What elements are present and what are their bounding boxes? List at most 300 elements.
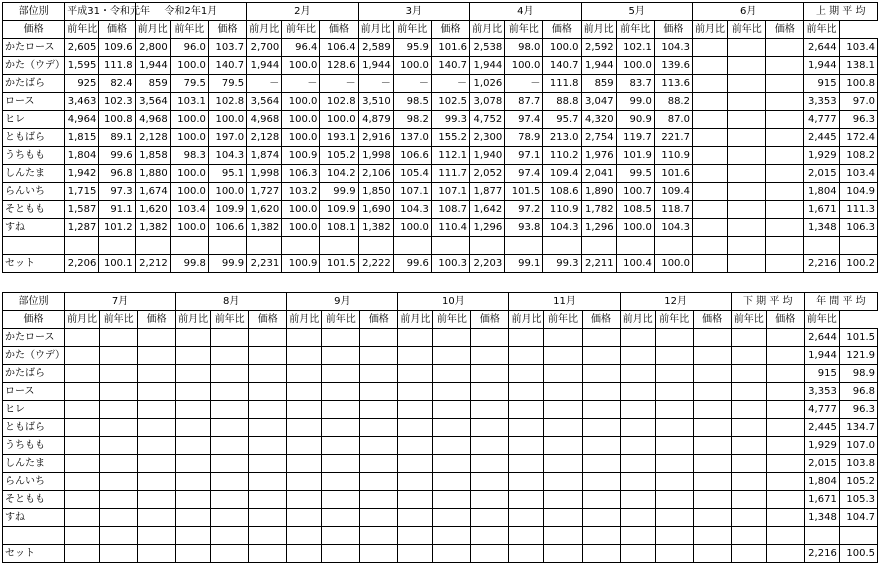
- table-cell: 99.1: [505, 255, 543, 273]
- table-cell: 100.4: [616, 255, 654, 273]
- table-cell: [582, 509, 620, 527]
- table-cell: [138, 545, 176, 563]
- empty-cell: [616, 237, 654, 255]
- table-cell: [582, 545, 620, 563]
- table-cell: 102.1: [616, 39, 654, 57]
- table-cell: 3,353: [804, 93, 839, 111]
- table-cell: [433, 455, 471, 473]
- table-cell: 109.4: [543, 165, 581, 183]
- table-cell: 1,642: [470, 201, 505, 219]
- table-cell: [249, 455, 287, 473]
- table-cell: [287, 365, 322, 383]
- column-label: 前月比: [470, 21, 505, 39]
- column-label: 前年比: [804, 311, 839, 329]
- column-label: 前年比: [393, 21, 431, 39]
- table-cell: [693, 491, 731, 509]
- table-cell: 100.0: [393, 219, 431, 237]
- table-cell: 109.4: [654, 183, 692, 201]
- table-cell: [287, 347, 322, 365]
- column-label: 前月比: [620, 311, 655, 329]
- table-cell: 99.9: [320, 183, 358, 201]
- table-cell: 100.0: [170, 183, 208, 201]
- table-cell: [731, 437, 766, 455]
- half-average-header: 下 期 平 均: [731, 293, 804, 311]
- column-label: 前年比: [100, 311, 138, 329]
- empty-cell: [433, 527, 471, 545]
- table-cell: 3,078: [470, 93, 505, 111]
- table-cell: 99.5: [616, 165, 654, 183]
- table-cell: [211, 401, 249, 419]
- table-cell: 100.0: [282, 201, 320, 219]
- table-row: [3, 383, 878, 401]
- table-cell: 100.0: [208, 111, 246, 129]
- table-cell: 90.9: [616, 111, 654, 129]
- table-cell: [398, 347, 433, 365]
- table-cell: [249, 419, 287, 437]
- table-cell: 1,815: [65, 129, 99, 147]
- table-cell: 4,879: [358, 111, 393, 129]
- table-cell: [322, 347, 360, 365]
- table-cell: [509, 491, 544, 509]
- table-cell: [471, 329, 509, 347]
- table-cell: [582, 401, 620, 419]
- table-cell: 2,445: [804, 419, 839, 437]
- column-label: 前年比: [65, 21, 99, 39]
- table-cell: 137.0: [393, 129, 431, 147]
- row-label: しんたま: [3, 165, 65, 183]
- table-cell: [100, 473, 138, 491]
- table-cell: 4,320: [581, 111, 616, 129]
- table-cell: 1,998: [247, 165, 282, 183]
- table-cell: [620, 473, 655, 491]
- table-cell: [433, 419, 471, 437]
- table-cell: [100, 509, 138, 527]
- table-cell: [287, 455, 322, 473]
- table-cell: －: [358, 75, 393, 93]
- table-cell: [100, 383, 138, 401]
- table-cell: 2,605: [65, 39, 99, 57]
- table-cell: [322, 491, 360, 509]
- row-label: そともも: [3, 201, 65, 219]
- table-cell: [544, 419, 582, 437]
- table-cell: 3,047: [581, 93, 616, 111]
- row-label: セット: [3, 545, 65, 563]
- table-cell: 104.3: [393, 201, 431, 219]
- table-cell: [544, 473, 582, 491]
- column-label: 価格: [693, 311, 731, 329]
- row-label: かたばら: [3, 75, 65, 93]
- row-label: らんいち: [3, 183, 65, 201]
- table-cell: [620, 437, 655, 455]
- table-cell: 106.4: [320, 39, 358, 57]
- table-cell: [249, 491, 287, 509]
- table-cell: 78.9: [505, 129, 543, 147]
- table-cell: [100, 491, 138, 509]
- table-cell: 100.3: [431, 255, 469, 273]
- empty-cell: [176, 527, 211, 545]
- table-cell: [360, 437, 398, 455]
- row-label: かたばら: [3, 365, 65, 383]
- table-cell: [249, 401, 287, 419]
- table-cell: [471, 365, 509, 383]
- table-cell: 105.4: [393, 165, 431, 183]
- row-label: かた（ウデ）: [3, 57, 65, 75]
- table-cell: [655, 437, 693, 455]
- column-label: 価格: [99, 21, 135, 39]
- empty-cell: [509, 527, 544, 545]
- table-cell: [360, 383, 398, 401]
- empty-cell: [100, 527, 138, 545]
- table-cell: 859: [135, 75, 170, 93]
- table-cell: 2,222: [358, 255, 393, 273]
- table-row: [3, 201, 878, 219]
- table-cell: 221.7: [654, 129, 692, 147]
- table-cell: [693, 383, 731, 401]
- table-cell: 107.1: [393, 183, 431, 201]
- table-cell: 104.3: [654, 219, 692, 237]
- table-cell: [360, 491, 398, 509]
- table-cell: [287, 545, 322, 563]
- table-cell: 1,782: [581, 201, 616, 219]
- table-cell: [398, 365, 433, 383]
- table-cell: [693, 401, 731, 419]
- empty-cell: [804, 237, 839, 255]
- empty-cell: [135, 237, 170, 255]
- table-cell: 1,944: [804, 347, 839, 365]
- table-cell: [398, 401, 433, 419]
- table-cell: [509, 401, 544, 419]
- column-label: 価格: [471, 311, 509, 329]
- table-cell: [211, 509, 249, 527]
- table-cell: [287, 509, 322, 527]
- table-cell: 104.7: [839, 509, 877, 527]
- table-cell: 100.0: [616, 219, 654, 237]
- month-header: 3月: [358, 3, 469, 21]
- table-cell: [322, 437, 360, 455]
- month-header: 2月: [247, 3, 358, 21]
- table-cell: [471, 545, 509, 563]
- table-cell: 4,968: [135, 111, 170, 129]
- table-cell: 100.0: [282, 219, 320, 237]
- table-cell: [509, 545, 544, 563]
- table-cell: 99.3: [431, 111, 469, 129]
- table-cell: 102.3: [99, 93, 135, 111]
- column-label: 価格: [360, 311, 398, 329]
- table-cell: [728, 165, 766, 183]
- table-cell: 859: [581, 75, 616, 93]
- table-cell: [360, 419, 398, 437]
- table-cell: [138, 401, 176, 419]
- table-cell: [544, 365, 582, 383]
- table-cell: [728, 75, 766, 93]
- table-cell: [693, 545, 731, 563]
- table-cell: [249, 329, 287, 347]
- table-cell: [693, 437, 731, 455]
- table-cell: 97.1: [505, 147, 543, 165]
- table-cell: [100, 365, 138, 383]
- empty-cell: [393, 237, 431, 255]
- table-cell: [360, 365, 398, 383]
- table-cell: [138, 473, 176, 491]
- table-cell: 1,877: [470, 183, 505, 201]
- table-cell: 172.4: [839, 129, 877, 147]
- table-cell: [65, 491, 100, 509]
- table-cell: [433, 401, 471, 419]
- table-cell: 1,929: [804, 147, 839, 165]
- column-label: 前年比: [728, 21, 766, 39]
- table-cell: [138, 329, 176, 347]
- row-label: らんいち: [3, 473, 65, 491]
- table-cell: [100, 437, 138, 455]
- table-cell: 4,777: [804, 111, 839, 129]
- table-cell: 104.3: [543, 219, 581, 237]
- table-cell: 100.0: [282, 57, 320, 75]
- table-cell: 102.8: [208, 93, 246, 111]
- table-cell: [731, 545, 766, 563]
- table-cell: 1,804: [804, 183, 839, 201]
- average-header: 上 期 平 均: [804, 3, 878, 21]
- table-cell: [433, 347, 471, 365]
- table-cell: 110.9: [654, 147, 692, 165]
- table-row: [3, 57, 878, 75]
- column-label: 価格: [3, 21, 65, 39]
- table-cell: [65, 455, 100, 473]
- table-cell: 100.0: [543, 39, 581, 57]
- table-cell: 2,754: [581, 129, 616, 147]
- table-cell: 112.1: [431, 147, 469, 165]
- table-cell: [398, 419, 433, 437]
- empty-cell: [320, 237, 358, 255]
- table-row: [3, 437, 878, 455]
- table-cell: [766, 129, 804, 147]
- table-cell: [582, 473, 620, 491]
- month-header: 10月: [398, 293, 509, 311]
- table-cell: 103.4: [839, 39, 877, 57]
- table-cell: [544, 347, 582, 365]
- table-cell: [692, 75, 727, 93]
- table-cell: [360, 329, 398, 347]
- column-label: 前月比: [358, 21, 393, 39]
- table-cell: 102.5: [431, 93, 469, 111]
- table-cell: 100.9: [282, 255, 320, 273]
- table-cell: [655, 365, 693, 383]
- table-cell: [766, 147, 804, 165]
- table-row: [3, 39, 878, 57]
- table-cell: 101.2: [99, 219, 135, 237]
- table-cell: 100.1: [99, 255, 135, 273]
- table-cell: 82.4: [99, 75, 135, 93]
- table-cell: 105.3: [839, 491, 877, 509]
- table-cell: [100, 401, 138, 419]
- table-cell: [509, 347, 544, 365]
- set-row: [3, 545, 878, 563]
- table-cell: 98.2: [393, 111, 431, 129]
- table-cell: [176, 473, 211, 491]
- table-cell: [176, 509, 211, 527]
- column-label: 価格: [582, 311, 620, 329]
- table-cell: 1,944: [581, 57, 616, 75]
- table-cell: [287, 473, 322, 491]
- table-row: [3, 129, 878, 147]
- table-cell: 110.2: [543, 147, 581, 165]
- table-cell: [433, 365, 471, 383]
- table-cell: [471, 491, 509, 509]
- table-row: [3, 93, 878, 111]
- empty-cell: [731, 527, 766, 545]
- table-cell: [433, 545, 471, 563]
- table-cell: 106.6: [393, 147, 431, 165]
- table-cell: 4,752: [470, 111, 505, 129]
- table-cell: [249, 347, 287, 365]
- table-cell: 2,592: [581, 39, 616, 57]
- table-cell: 1,880: [135, 165, 170, 183]
- table-cell: 2,128: [247, 129, 282, 147]
- table-cell: [766, 165, 804, 183]
- blank-row: [3, 237, 878, 255]
- table-cell: 2,700: [247, 39, 282, 57]
- table-cell: [287, 491, 322, 509]
- table-cell: 79.5: [208, 75, 246, 93]
- table-cell: 1,874: [247, 147, 282, 165]
- table-cell: [100, 455, 138, 473]
- table-cell: [544, 401, 582, 419]
- table-cell: 109.9: [208, 201, 246, 219]
- row-label: かたロース: [3, 39, 65, 57]
- table-cell: 1,595: [65, 57, 99, 75]
- table-cell: [692, 183, 727, 201]
- table-cell: [398, 509, 433, 527]
- table-cell: 2,106: [358, 165, 393, 183]
- table-cell: [731, 455, 766, 473]
- table-cell: 96.3: [839, 401, 877, 419]
- table-cell: [509, 509, 544, 527]
- table-cell: 95.7: [543, 111, 581, 129]
- table-cell: 102.8: [320, 93, 358, 111]
- empty-cell: [581, 237, 616, 255]
- table-cell: [655, 347, 693, 365]
- table-cell: [544, 383, 582, 401]
- table-cell: 79.5: [170, 75, 208, 93]
- table-cell: 2,041: [581, 165, 616, 183]
- table-cell: [582, 365, 620, 383]
- table-cell: 103.2: [282, 183, 320, 201]
- table-cell: [398, 329, 433, 347]
- table-cell: 96.4: [282, 39, 320, 57]
- empty-cell: [211, 527, 249, 545]
- table-cell: 99.6: [99, 147, 135, 165]
- table-cell: [620, 545, 655, 563]
- table-cell: 111.7: [431, 165, 469, 183]
- table-cell: [471, 419, 509, 437]
- table-cell: [100, 545, 138, 563]
- table-cell: 100.0: [616, 57, 654, 75]
- table-cell: 108.1: [320, 219, 358, 237]
- table-cell: 1,296: [470, 219, 505, 237]
- table-cell: [766, 401, 804, 419]
- table-cell: [766, 437, 804, 455]
- table-cell: 108.7: [431, 201, 469, 219]
- empty-cell: [470, 237, 505, 255]
- table-cell: [544, 491, 582, 509]
- table-cell: 2,644: [804, 39, 839, 57]
- table-cell: [65, 365, 100, 383]
- table-cell: [655, 329, 693, 347]
- table-cell: 140.7: [543, 57, 581, 75]
- table-cell: 213.0: [543, 129, 581, 147]
- row-label: しんたま: [3, 455, 65, 473]
- empty-cell: [544, 527, 582, 545]
- table-cell: [620, 383, 655, 401]
- table-cell: [692, 201, 727, 219]
- table-cell: 2,052: [470, 165, 505, 183]
- table-cell: 103.4: [170, 201, 208, 219]
- table-cell: [287, 401, 322, 419]
- table-row: [3, 473, 878, 491]
- table-row: [3, 491, 878, 509]
- table-cell: 91.1: [99, 201, 135, 219]
- table-cell: [471, 383, 509, 401]
- table-cell: [433, 491, 471, 509]
- table-cell: 100.8: [99, 111, 135, 129]
- table-cell: [65, 473, 100, 491]
- table-cell: 101.6: [654, 165, 692, 183]
- table-cell: [322, 401, 360, 419]
- month-header: 8月: [176, 293, 287, 311]
- table-cell: 2,216: [804, 545, 839, 563]
- column-label: 価格: [431, 21, 469, 39]
- column-label: 価格: [766, 21, 804, 39]
- table-cell: 89.1: [99, 129, 135, 147]
- table-cell: [471, 347, 509, 365]
- table-cell: [471, 437, 509, 455]
- table-cell: 1,382: [358, 219, 393, 237]
- table-cell: [693, 365, 731, 383]
- table-cell: 100.0: [654, 255, 692, 273]
- table-cell: [766, 383, 804, 401]
- table-cell: [655, 455, 693, 473]
- table-cell: [766, 75, 804, 93]
- column-label: 価格: [766, 311, 804, 329]
- table-row: [3, 509, 878, 527]
- table-cell: [766, 183, 804, 201]
- table-cell: 1,929: [804, 437, 839, 455]
- empty-cell: [582, 527, 620, 545]
- table-cell: [398, 437, 433, 455]
- table-cell: [249, 383, 287, 401]
- empty-cell: [693, 527, 731, 545]
- table-cell: [655, 401, 693, 419]
- table-cell: [766, 545, 804, 563]
- table-cell: [360, 347, 398, 365]
- table-cell: [360, 455, 398, 473]
- column-label-row: [3, 311, 878, 329]
- table-cell: [693, 419, 731, 437]
- table-cell: [731, 329, 766, 347]
- empty-cell: [282, 237, 320, 255]
- table-cell: 101.5: [505, 183, 543, 201]
- table-cell: [766, 39, 804, 57]
- empty-cell: [471, 527, 509, 545]
- table-cell: [728, 93, 766, 111]
- table-cell: 1,026: [470, 75, 505, 93]
- table-cell: 1,671: [804, 491, 839, 509]
- table-cell: 100.0: [505, 57, 543, 75]
- table-cell: [138, 509, 176, 527]
- table-row: [3, 365, 878, 383]
- table-cell: [544, 455, 582, 473]
- table-cell: [433, 509, 471, 527]
- table-cell: [471, 455, 509, 473]
